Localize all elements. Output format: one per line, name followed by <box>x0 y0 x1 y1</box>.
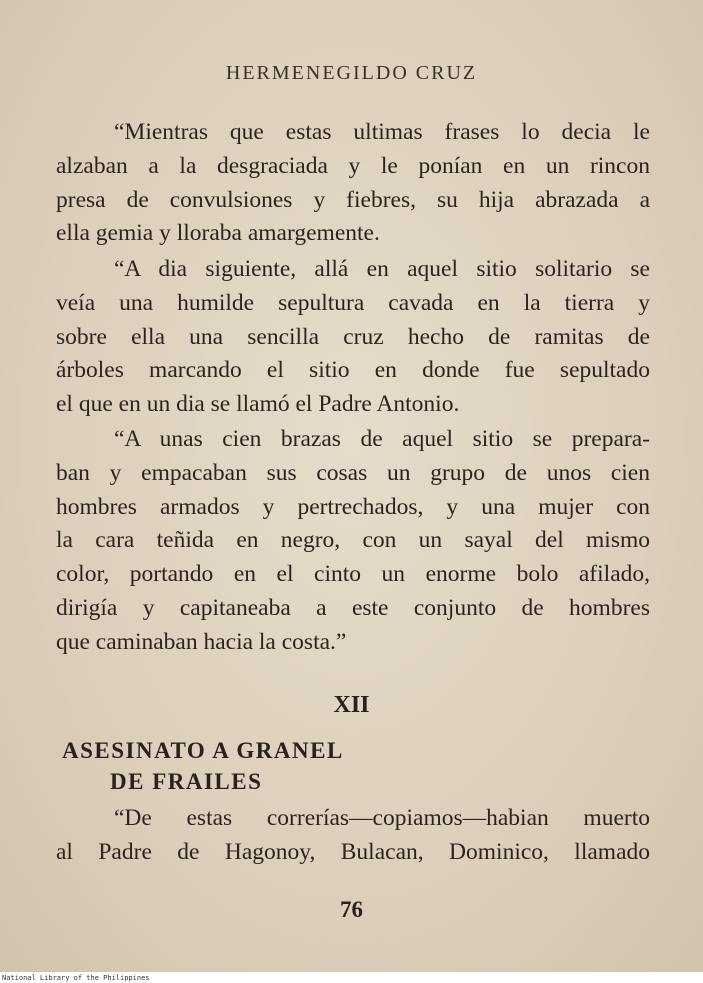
paragraph-4 <box>56 802 650 870</box>
paragraph-2 <box>56 253 650 422</box>
chapter-title-line-1: ASESINATO A GRANEL <box>62 738 344 763</box>
text-line: el que en un dia se llamó el Padre Antonio. <box>56 391 460 418</box>
chapter-title-line-2: DE FRAILES <box>110 769 263 794</box>
chapter-title <box>62 735 344 797</box>
paragraph-3 <box>56 423 650 660</box>
text-line: veía una humilde sepultura cavada en la tierra y <box>56 289 650 316</box>
text-line: presa de convulsiones y fiebres, su hija abrazada a <box>56 186 650 213</box>
text-line: alzaban a la desgraciada y le ponían en un rincon <box>56 152 650 179</box>
library-credit: National Library of the Philippines <box>2 974 150 982</box>
text-line: dirigía y capitaneaba a este conjunto de hombres <box>56 594 650 621</box>
text-line: la cara teñida en negro, con un sayal del mismo <box>56 527 650 554</box>
text-line: sobre ella una sencilla cruz hecho de ramitas de <box>56 323 650 350</box>
paragraph-1 <box>56 116 650 251</box>
text-line: color, portando en el cinto un enorme bolo afilado, <box>56 561 650 588</box>
text-line: árboles marcando el sitio en donde fue sepultado <box>56 357 650 384</box>
running-head: HERMENEGILDO CRUZ <box>225 62 478 84</box>
text-line: “A unas cien brazas de aquel sitio se prepara- <box>114 426 650 452</box>
text-line: ban y empacaban sus cosas un grupo de unos cien <box>56 459 650 486</box>
page-number: 76 <box>340 897 363 922</box>
chapter-number: XII <box>333 692 370 718</box>
text-line: ella gemia y lloraba amargemente. <box>56 220 380 247</box>
text-line: al Padre de Hagonoy, Bulacan, Dominico, llamado <box>56 838 650 865</box>
text-line: “Mientras que estas ultimas frases lo decia le <box>114 119 650 145</box>
text-line: hombres armados y pertrechados, y una mujer con <box>56 493 650 520</box>
text-line: “De estas correrías—copiamos—habian muerto <box>114 805 650 831</box>
text-line: que caminaban hacia la costa.” <box>56 628 347 655</box>
text-line: “A dia siguiente, allá en aquel sitio solitario se <box>114 256 650 282</box>
